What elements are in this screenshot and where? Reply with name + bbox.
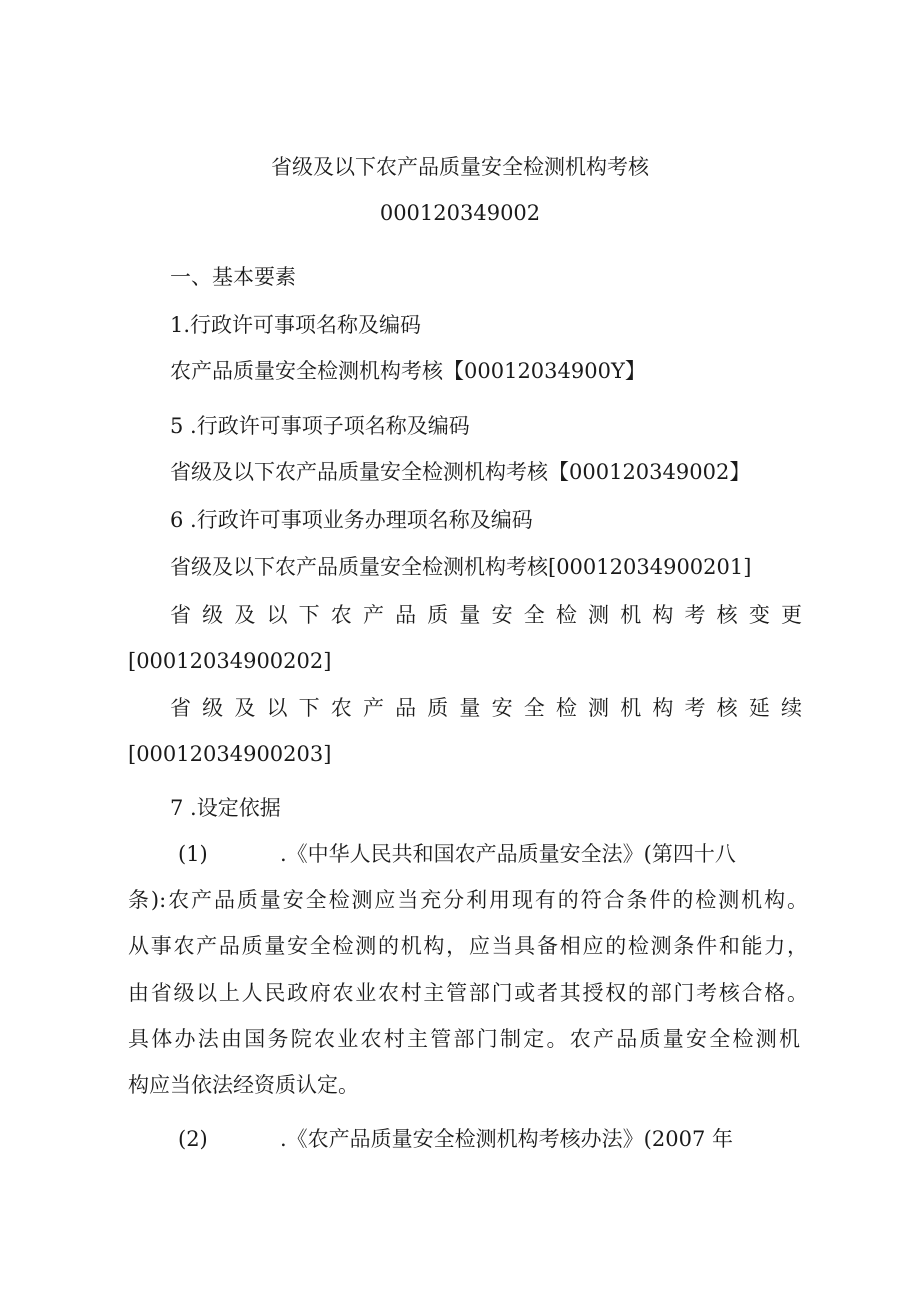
item1-heading: 1.行政许可事项名称及编码 (170, 313, 422, 337)
basis2-first-line (128, 1124, 808, 1154)
item7-heading: 7 .设定依据 (170, 796, 281, 820)
item6-value3-line1: 省级及以下农产品质量安全检测机构考核延续 (170, 696, 802, 720)
basis1-line2: 条):农产品质量安全检测应当充分利用现有的符合条件的检测机构。 (128, 888, 808, 912)
basis2-line1: .《农产品质量安全检测机构考核办法》(2007 年 (280, 1127, 733, 1151)
document-code: 000120349002 (379, 201, 541, 225)
item1-value: 农产品质量安全检测机构考核【00012034900Y】 (170, 359, 646, 383)
basis1-line5: 具体办法由国务院农业农村主管部门制定。农产品质量安全检测机 (128, 1027, 800, 1051)
basis1-line1: .《中华人民共和国农产品质量安全法》(第四十八 (280, 842, 736, 866)
item6-value1: 省级及以下农产品质量安全检测机构考核[00012034900201] (170, 555, 752, 579)
basis1-line4: 由省级以上人民政府农业农村主管部门或者其授权的部门考核合格。 (128, 981, 808, 1005)
document-title: 省级及以下农产品质量安全检测机构考核 (271, 155, 649, 179)
basis1-number: (1) (178, 842, 208, 866)
basis1-line3: 从事农产品质量安全检测的机构，应当具备相应的检测条件和能力， (128, 934, 808, 958)
item6-heading: 6 .行政许可事项业务办理项名称及编码 (170, 508, 533, 532)
item6-value2-line1: 省级及以下农产品质量安全检测机构考核变更 (170, 603, 802, 627)
basis1-line6: 构应当依法经资质认定。 (128, 1073, 359, 1097)
item5-heading: 5 .行政许可事项子项名称及编码 (170, 414, 470, 438)
section-heading: 一、基本要素 (170, 265, 296, 289)
basis2-number: (2) (178, 1127, 208, 1151)
basis1-first-line (128, 839, 808, 869)
item6-value3-line2: [00012034900203] (128, 742, 332, 766)
item6-value2-line2: [00012034900202] (128, 649, 332, 673)
item5-value: 省级及以下农产品质量安全检测机构考核【000120349002】 (170, 460, 751, 484)
